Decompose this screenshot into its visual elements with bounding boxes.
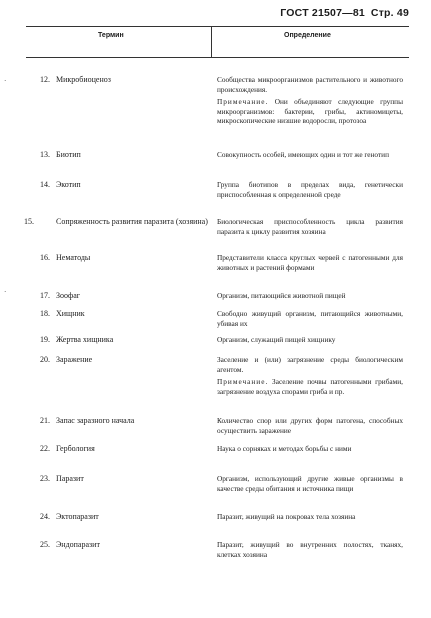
term-text: Паразит <box>56 474 84 483</box>
term-cell <box>24 217 218 227</box>
term-text: Хищник <box>56 309 85 318</box>
note-label: Примечание. <box>217 377 269 386</box>
margin-dot: · <box>4 288 7 296</box>
term-text: Микробиоценоз <box>56 75 111 84</box>
column-header-term: Термин <box>98 32 124 39</box>
term-number: 17. <box>40 291 50 300</box>
definition-cell <box>217 540 403 559</box>
definition-cell <box>217 355 403 396</box>
standard-number: ГОСТ 21507—81 <box>280 7 365 19</box>
definition-text: Паразит, живущий во внутренних полостях, тканях, клетках хозяина <box>217 540 403 559</box>
table-top-rule <box>26 26 409 27</box>
margin-dot: · <box>4 77 7 85</box>
definition-text: Свободно живущий организм, питающийся животными, убивая их <box>217 309 403 328</box>
term-text: Зоофаг <box>56 291 81 300</box>
term-number: 24. <box>40 512 50 521</box>
term-cell <box>40 444 202 454</box>
definition-cell <box>217 75 403 126</box>
term-number: 19. <box>40 335 50 344</box>
table-head-rule <box>26 57 409 58</box>
definition-cell <box>217 180 403 199</box>
definition-note <box>217 377 403 396</box>
term-cell <box>40 253 202 263</box>
definition-text: Организм, использующий другие живые организмы в качестве среды обитания и источника пищи <box>217 474 403 493</box>
term-text: Сопряженность развития паразита (хозяина) <box>56 217 208 226</box>
term-number: 20. <box>40 355 50 364</box>
definition-cell <box>217 444 403 454</box>
term-cell <box>40 180 202 190</box>
term-cell <box>40 309 202 319</box>
term-cell <box>40 291 202 301</box>
term-text: Жертва хищника <box>56 335 114 344</box>
definition-cell <box>217 217 403 236</box>
term-text: Запас заразного начала <box>56 416 135 425</box>
term-number: 15. <box>24 217 34 226</box>
definition-text: Совокупность особей, имеющих один и тот же генотип <box>217 150 389 159</box>
definition-cell <box>217 291 403 301</box>
term-text: Экотип <box>56 180 81 189</box>
term-text: Заражение <box>56 355 93 364</box>
page-header <box>280 7 409 19</box>
term-cell <box>40 75 202 85</box>
term-number: 22. <box>40 444 50 453</box>
definition-text: Сообщества микроорганизмов растительного и животного происхождения. <box>217 75 403 94</box>
page-number: 49 <box>396 7 409 19</box>
term-number: 23. <box>40 474 50 483</box>
definition-cell <box>217 474 403 493</box>
definition-text: Группа биотипов в пределах вида, генетически приспособленная к определенной среде <box>217 180 403 199</box>
term-number: 25. <box>40 540 50 549</box>
term-text: Нематоды <box>56 253 91 262</box>
term-text: Эндопаразит <box>56 540 100 549</box>
note-label: Примечание. <box>217 97 269 106</box>
definition-cell <box>217 335 403 345</box>
term-text: Гербология <box>56 444 95 453</box>
definition-text: Биологическая приспособленность цикла развития паразита к циклу развития хозяина <box>217 217 403 236</box>
term-number: 14. <box>40 180 50 189</box>
term-text: Эктопаразит <box>56 512 99 521</box>
definition-cell <box>217 253 403 272</box>
definition-text: Заселение и (или) загрязнение среды биологическим агентом. <box>217 355 403 374</box>
definition-text: Организм, питающийся животной пищей <box>217 291 346 300</box>
term-number: 12. <box>40 75 50 84</box>
term-number: 16. <box>40 253 50 262</box>
definition-text: Организм, служащий пищей хищнику <box>217 335 336 344</box>
term-number: 18. <box>40 309 50 318</box>
column-header-definition: Определение <box>284 32 331 39</box>
definition-cell <box>217 150 403 160</box>
definition-text: Количество спор или других форм патогена, способных осуществить заражение <box>217 416 403 435</box>
definition-text: Представители класса круглых червей с патогенными для животных и растений формами <box>217 253 403 272</box>
term-cell <box>40 512 202 522</box>
note-text: Заселение почвы патогенными грибами, загрязнение воздуха спорами гриба и пр. <box>217 377 404 396</box>
definition-cell <box>217 512 403 522</box>
column-divider <box>211 26 212 57</box>
term-cell <box>40 474 202 484</box>
term-number: 21. <box>40 416 50 425</box>
term-cell <box>40 335 202 345</box>
note-text: Они объединяют следующие группы микроорганизмов: бактерии, грибы, актиномицеты, микроскопические низшие водоросли, протозоа <box>217 97 403 125</box>
term-cell <box>40 540 202 550</box>
definition-text: Наука о сорняках и методах борьбы с ними <box>217 444 352 453</box>
term-cell <box>40 355 202 365</box>
definition-cell <box>217 416 403 435</box>
definition-cell <box>217 309 403 328</box>
term-cell <box>40 150 202 160</box>
term-cell <box>40 416 202 426</box>
term-text: Биотип <box>56 150 81 159</box>
term-number: 13. <box>40 150 50 159</box>
definition-text: Паразит, живущий на покровах тела хозяина <box>217 512 356 521</box>
page-label: Стр. <box>370 7 394 19</box>
definition-note <box>217 97 403 126</box>
